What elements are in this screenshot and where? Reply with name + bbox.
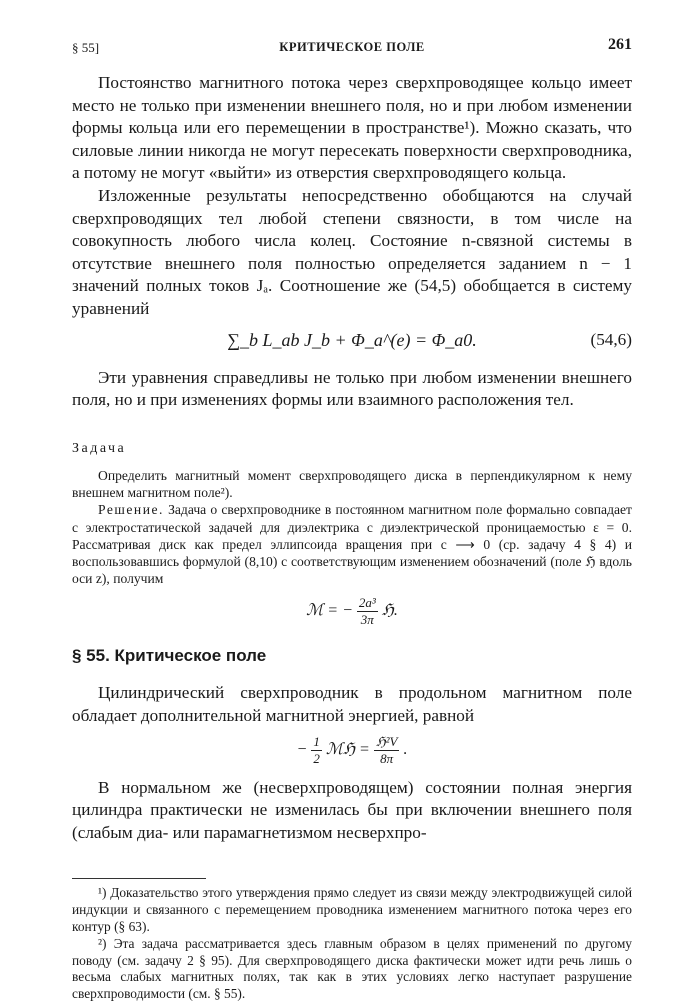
equation-disk-moment <box>72 595 632 628</box>
footnote-1: ¹) Доказательство этого утверждения прямо следует из связи между электродвижущей силой индукции и связанного с перемещением проводника изменением магнитного потока через его контур (§ 63). <box>72 885 632 934</box>
energy-coefficient-denominator: 2 <box>313 750 320 766</box>
problem-statement: Определить магнитный момент сверхпроводящего диска в перпендикулярном к нему внешнем магнитном поле²). <box>72 467 632 501</box>
energy-coefficient-numerator: 1 <box>313 733 320 749</box>
footnote-2: ²) Эта задача рассматривается здесь главным образом в целях применений по другому поводу (см. задачу 2 § 95). Для сверхпроводящего диска фактически может идти речь лишь о весьма слабых магнитных полях, так как в этих условиях легко наступает разрушение сверхпроводимости (см. § 55). <box>72 935 632 1002</box>
equation-54-6 <box>72 329 632 359</box>
energy-rhs-numerator: ℌ²V <box>375 733 398 749</box>
book-page <box>72 36 632 1003</box>
energy-rhs-denominator: 8π <box>380 750 394 766</box>
header-running-title: КРИТИЧЕСКОЕ ПОЛЕ <box>279 40 425 54</box>
energy-sign: − <box>296 740 308 758</box>
solution-label: Решение. <box>98 502 164 518</box>
disk-moment-denominator: 3π <box>360 612 374 628</box>
paragraph-generalization: Изложенные результаты непосредственно обобщаются на случай сверхпроводящих тел любой степени связности, в том числе на совокупность любого числа колец. Состояние n-связной системы в отсутствие внешнего поля полностью определяется заданием n − 1 значений полных токов Jₐ. Соотношение же (54,5) обобщается в систему уравнений <box>72 185 632 318</box>
energy-tail: . <box>403 740 408 758</box>
equation-54-6-formula: ∑_b L_ab J_b + Φ_a^(e) = Φ_a0. <box>227 329 477 350</box>
paragraph-flux-constancy: Постоянство магнитного потока через сверхпроводящее кольцо имеет место не только при изменении внешнего поля, но и при любом изменении формы кольца или его перемещении в пространстве¹). Можно сказать, что силовые линии никогда не могут пересекать поверхности сверхпроводника, а потому не могут «выйти» из отверстия сверхпроводящего кольца. <box>72 73 632 183</box>
paragraph-validity: Эти уравнения справедливы не только при любом изменении внешнего поля, но и при изменениях формы или взаимного расположения тел. <box>72 367 632 410</box>
equation-54-6-number: (54,6) <box>590 329 632 349</box>
section-title: § 55. Критическое поле <box>72 646 267 666</box>
energy-coefficient <box>311 734 322 767</box>
page-number: 261 <box>608 36 632 53</box>
equation-magnetic-energy <box>72 734 632 767</box>
disk-moment-numerator: 2a³ <box>358 595 376 611</box>
energy-rhs-fraction <box>374 734 400 767</box>
problem-heading: Задача <box>72 440 127 456</box>
energy-middle: ℳℌ = <box>325 740 370 758</box>
disk-moment-lhs: ℳ = − <box>306 602 353 620</box>
problem-solution <box>72 501 632 587</box>
paragraph-cylinder-energy: Цилиндрический сверхпроводник в продольном магнитном поле обладает дополнительной магнитной энергией, равной <box>72 683 632 725</box>
disk-moment-fraction <box>357 595 378 628</box>
disk-moment-rhs: ℌ. <box>381 602 398 620</box>
header-section-ref: § 55] <box>72 40 100 55</box>
paragraph-normal-state: В нормальном же (несверхпроводящем) состоянии полная энергия цилиндра практически не изменилась бы при включении внешнего поля (слабым диа- или парамагнетизмом несверхпро- <box>72 777 632 842</box>
solution-text: Задача о сверхпроводнике в постоянном магнитном поле формально совпадает с электростатической задачей для диэлектрика с диэлектрической проницаемостью ε = 0. Рассматривая диск как предел эллипсоида вращения при c ⟶ 0 (ср. задачу 4 § 4) и воспользовавшись формулой (8,10) с соответствующим изменением обозначений (поле ℌ вдоль оси z), получим <box>72 502 633 587</box>
running-header <box>72 36 632 58</box>
